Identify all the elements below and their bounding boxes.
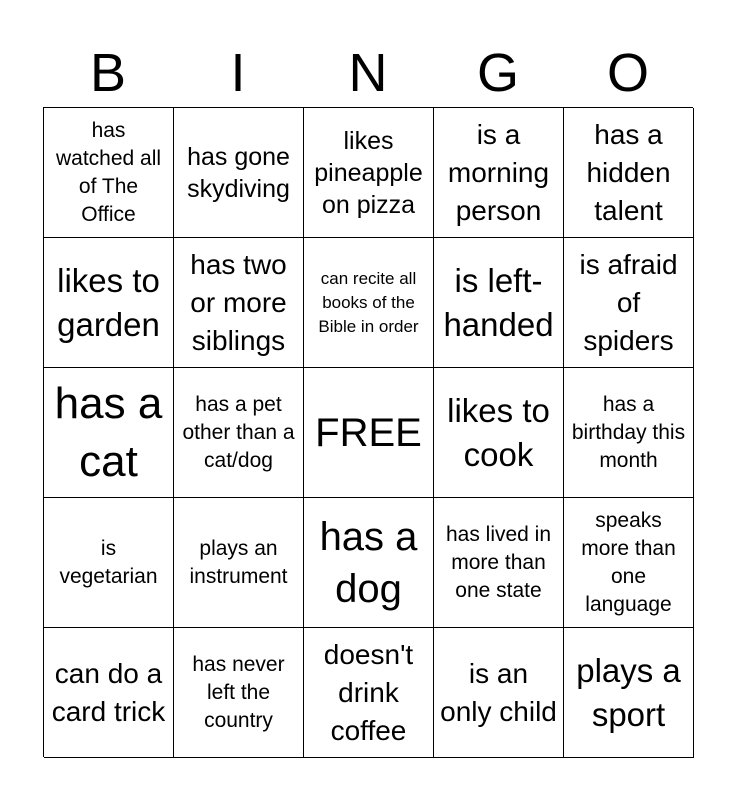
- header-letter-i: I: [230, 43, 246, 103]
- bingo-cell[interactable]: [434, 628, 564, 758]
- header-letter-n: N: [348, 43, 388, 103]
- bingo-cell[interactable]: [434, 368, 564, 498]
- cell-text: doesn't drink coffee: [323, 638, 414, 746]
- bingo-header: [43, 40, 693, 106]
- cell-text: is left-handed: [443, 261, 554, 343]
- bingo-cell[interactable]: [434, 498, 564, 628]
- header-letter-o: O: [606, 43, 649, 103]
- free-space-text: FREE: [315, 410, 422, 455]
- bingo-cell[interactable]: [304, 108, 434, 238]
- cell-text: is afraid of spiders: [579, 248, 678, 356]
- free-space[interactable]: [304, 368, 434, 498]
- bingo-cell[interactable]: [174, 238, 304, 368]
- bingo-cell[interactable]: [44, 108, 174, 238]
- cell-text: likes to cook: [447, 391, 550, 473]
- bingo-cell[interactable]: [434, 238, 564, 368]
- cell-text: can do a card trick: [51, 657, 166, 727]
- bingo-cell[interactable]: [44, 628, 174, 758]
- cell-text: is vegetarian: [59, 536, 158, 588]
- cell-text: is an only child: [440, 657, 557, 727]
- cell-text: is a morning person: [447, 118, 550, 226]
- bingo-cell[interactable]: [434, 108, 564, 238]
- bingo-cell[interactable]: [564, 108, 694, 238]
- bingo-grid: [43, 107, 693, 757]
- bingo-cell[interactable]: [304, 498, 434, 628]
- bingo-cell[interactable]: [44, 498, 174, 628]
- bingo-cell[interactable]: [304, 628, 434, 758]
- bingo-cell[interactable]: [174, 368, 304, 498]
- cell-text: has a hidden talent: [586, 118, 671, 226]
- cell-text: has a birthday this month: [571, 392, 686, 472]
- bingo-cell[interactable]: [564, 628, 694, 758]
- header-letter-g: G: [476, 43, 519, 103]
- bingo-cell[interactable]: [304, 238, 434, 368]
- bingo-cell[interactable]: [564, 238, 694, 368]
- bingo-cell[interactable]: [44, 368, 174, 498]
- header-letter-b: B: [89, 43, 127, 103]
- cell-text: speaks more than one language: [581, 508, 676, 616]
- cell-text: likes pineapple on pizza: [314, 126, 423, 219]
- cell-text: plays a sport: [576, 651, 681, 733]
- cell-text: has a cat: [54, 378, 163, 486]
- bingo-cell[interactable]: [174, 498, 304, 628]
- cell-text: has a dog: [319, 514, 418, 611]
- bingo-cell[interactable]: [564, 368, 694, 498]
- cell-text: can recite all books of the Bible in order: [318, 268, 419, 336]
- bingo-cell[interactable]: [564, 498, 694, 628]
- bingo-cell[interactable]: [174, 628, 304, 758]
- cell-text: has never left the country: [192, 652, 285, 732]
- cell-text: has gone skydiving: [187, 142, 290, 203]
- bingo-cell[interactable]: [44, 238, 174, 368]
- cell-text: has two or more siblings: [190, 248, 287, 356]
- cell-text: plays an instrument: [189, 536, 288, 588]
- cell-text: likes to garden: [57, 261, 160, 343]
- cell-text: has lived in more than one state: [445, 522, 552, 602]
- cell-text: has watched all of The Office: [55, 118, 162, 226]
- cell-text: has a pet other than a cat/dog: [182, 392, 295, 472]
- bingo-cell[interactable]: [174, 108, 304, 238]
